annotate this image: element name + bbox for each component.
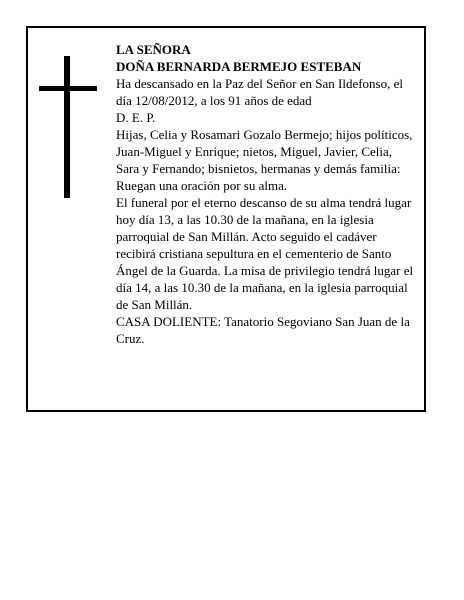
death-announcement: Ha descansado en la Paz del Señor en San Ildefonso, el día 12/08/2012, a los 91 años de edad: [116, 76, 403, 108]
prayer-request: Ruegan una oración por su alma.: [116, 178, 288, 193]
obituary-card: [26, 26, 426, 412]
family-list: Hijas, Celia y Rosamari Gozalo Bermejo; hijos políticos, Juan-Miguel y Enrique; nietos, Miguel, Javier, Celia, Sara y Fernando; bisnietos, hermanas y demás familia:: [116, 127, 413, 176]
cross-vertical-bar: [64, 56, 70, 198]
notice-heading: LA SEÑORA: [116, 42, 191, 57]
cross-horizontal-bar: [39, 86, 97, 91]
obituary-text: [116, 41, 418, 347]
mourning-house: CASA DOLIENTE: Tanatorio Segoviano San Juan de la Cruz.: [116, 314, 410, 346]
deceased-name: DOÑA BERNARDA BERMEJO ESTEBAN: [116, 59, 362, 74]
funeral-details: El funeral por el eterno descanso de su alma tendrá lugar hoy día 13, a las 10.30 de la mañana, en la iglesia parroquial de San Millán. Acto seguido el cadáver recibirá cristiana sepultura en el cementerio de Santo Ángel de la Guarda. La misa de privilegio tendrá lugar el día 14, a las 10.30 de la mañana, en la iglesia parroquial de San Millán.: [116, 195, 414, 312]
rip-line: D. E. P.: [116, 110, 156, 125]
